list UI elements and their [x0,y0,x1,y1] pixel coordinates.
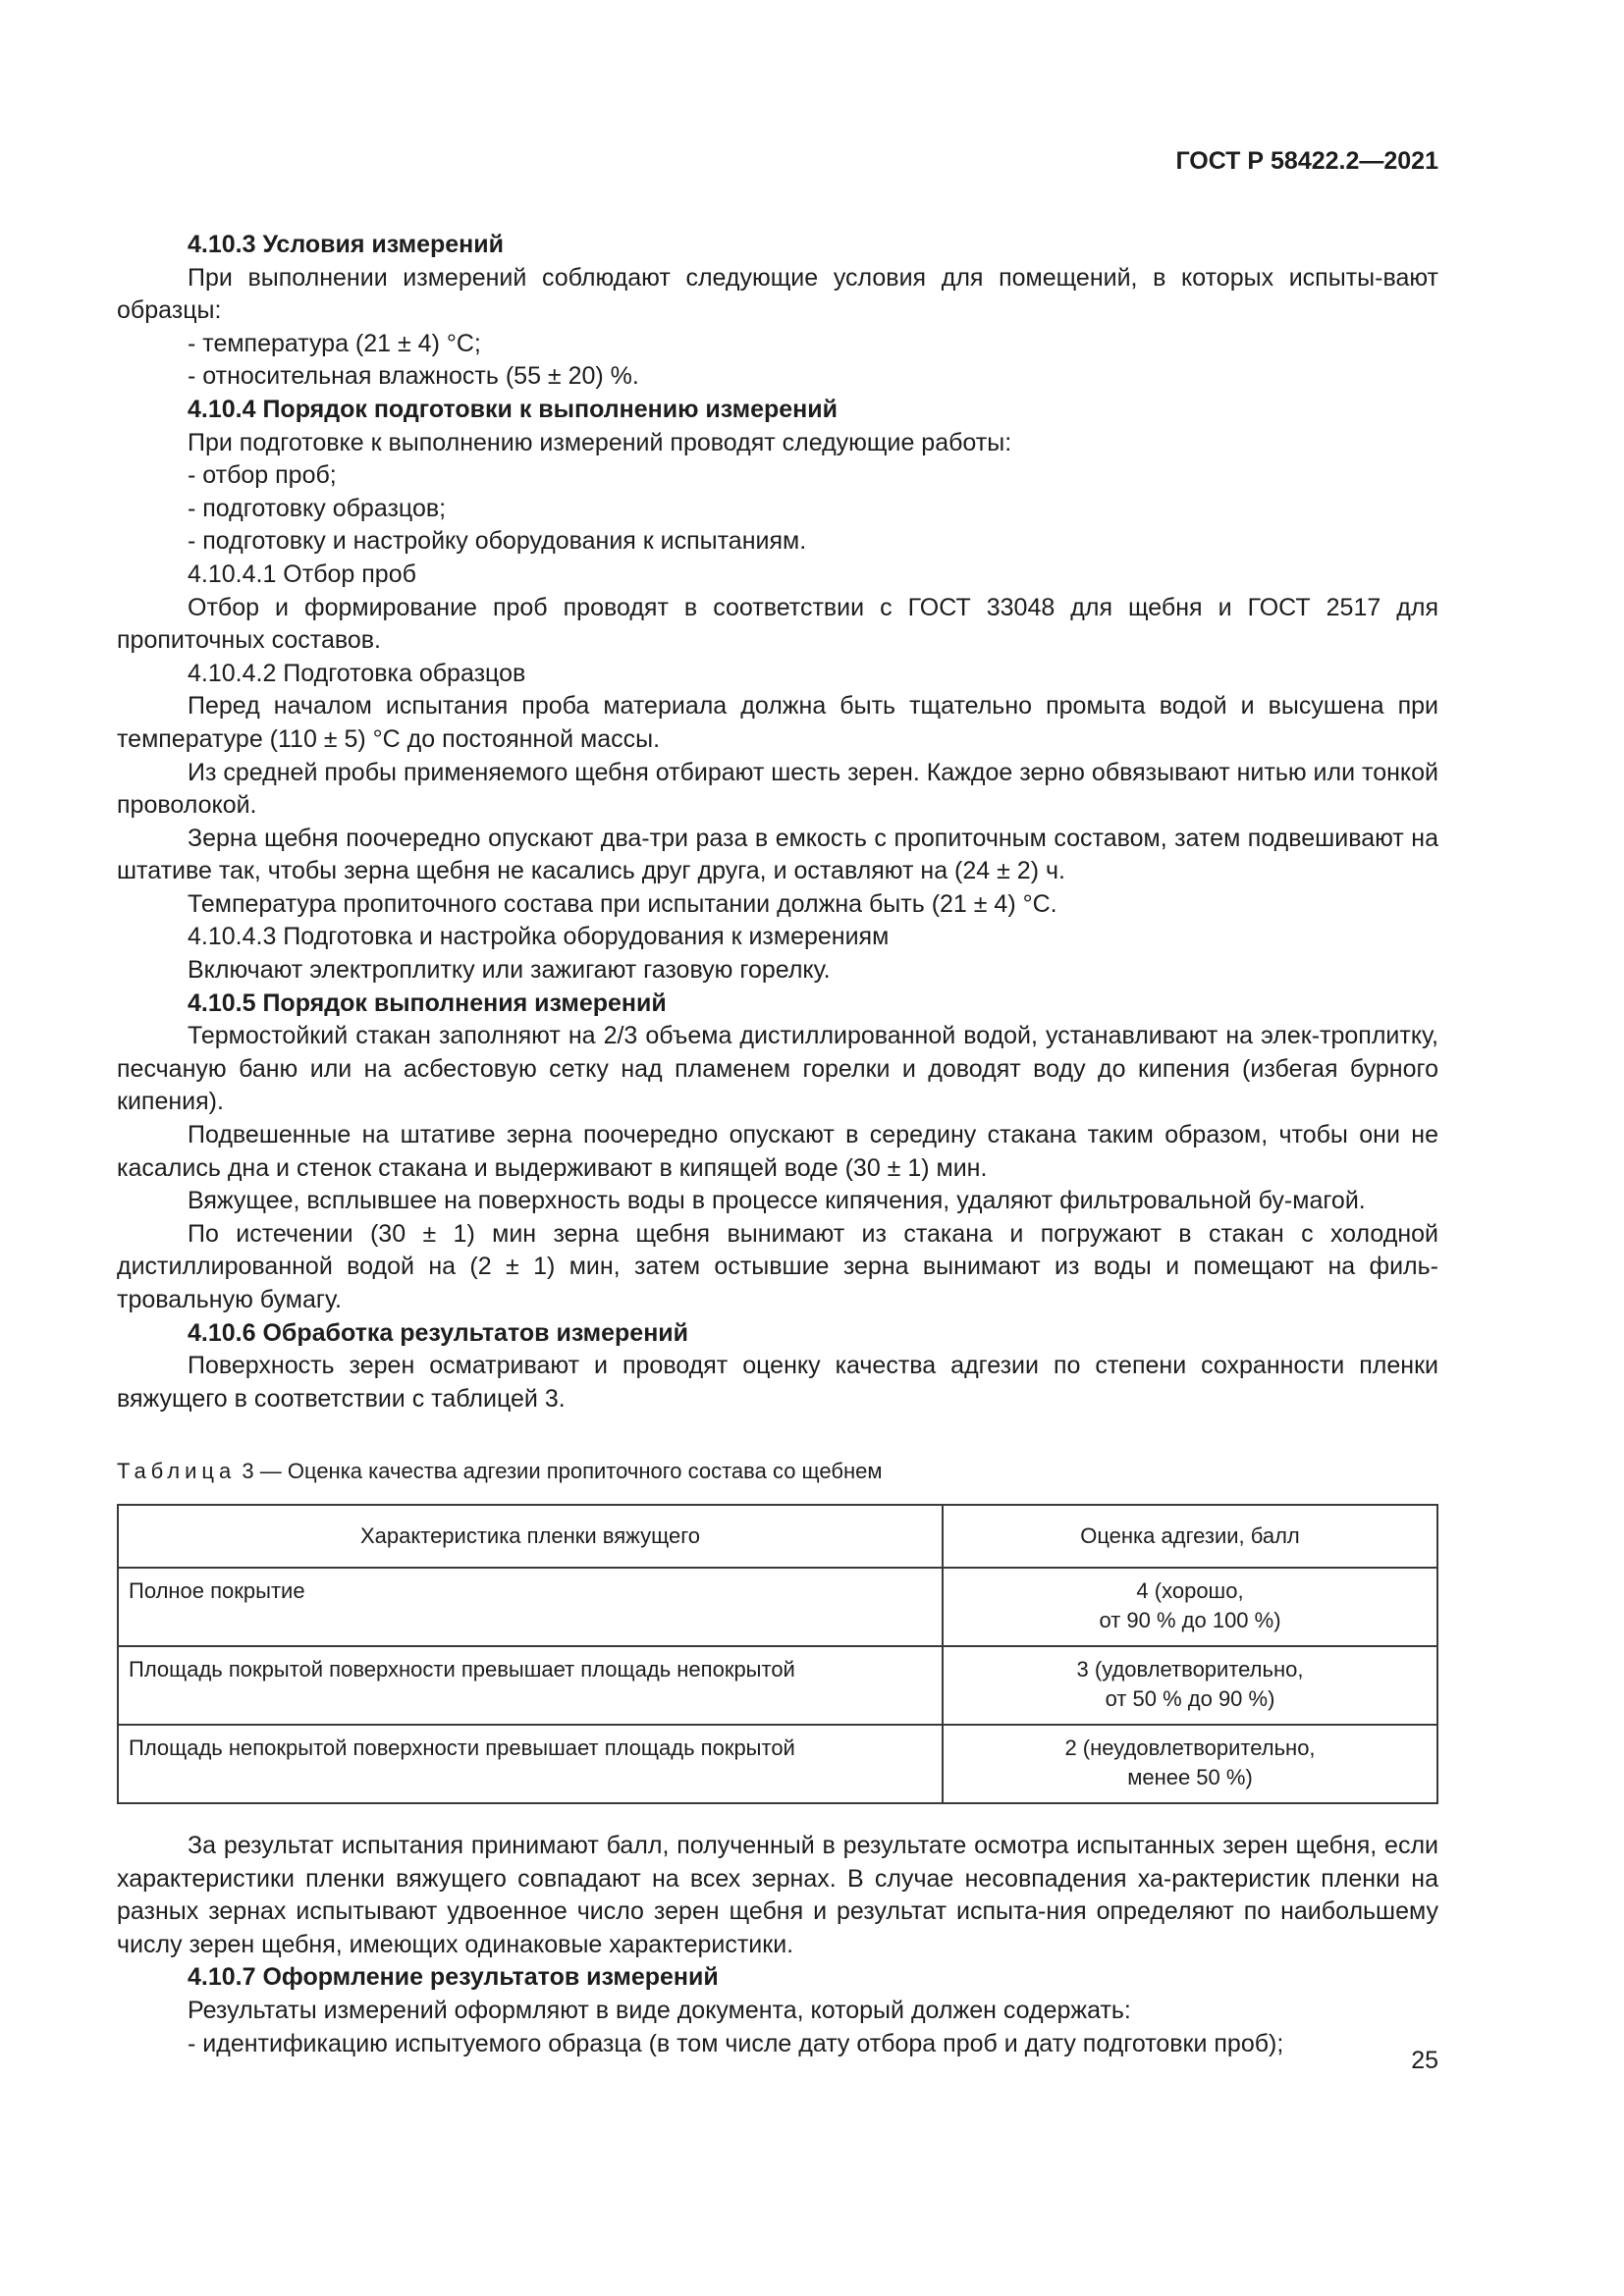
table-header-row [118,1505,1437,1568]
table-cell: Площадь покрытой поверхности превышает площадь непокрытой [118,1646,943,1725]
paragraph: Результаты измерений оформляют в виде документа, который должен содержать: [188,1996,1131,2024]
table-caption-word: Таблица [117,1459,237,1484]
adhesion-table [117,1504,1438,1804]
table-cell [943,1568,1437,1646]
section-heading-4-10-5: 4.10.5 Порядок выполнения измерений [188,988,667,1017]
section-heading-4-10-6: 4.10.6 Обработка результатов измерений [188,1318,689,1347]
list-item: - подготовку образцов; [188,494,447,522]
page-number: 25 [1411,2047,1438,2074]
paragraph: Подвешенные на штативе зерна поочередно опускают в середину стакана таким образом, чтобы они не касались дна и стенок стакана и выдерживают в кипящей воде (30 ± 1) мин. [117,1121,1438,1182]
list-item: - температура (21 ± 4) °C; [188,329,481,357]
score-line: 2 (неудовлетворительно, [1064,1735,1316,1760]
section-heading-4-10-7: 4.10.7 Оформление результатов измерений [188,1963,719,1992]
table-row [118,1725,1437,1803]
paragraph: Из средней пробы применяемого щебня отбирают шесть зерен. Каждое зерно обвязывают нитью или тонкой проволокой. [117,758,1438,820]
subsection-heading: 4.10.4.3 Подготовка и настройка оборудования к измерениям [188,923,890,951]
paragraph: При подготовке к выполнению измерений проводят следующие работы: [188,428,1012,456]
section-heading-4-10-3: 4.10.3 Условия измерений [188,231,505,258]
score-line: 3 (удовлетворительно, [1076,1656,1304,1682]
list-item: - отбор проб; [188,461,337,490]
paragraph: Температура пропиточного состава при испытании должна быть (21 ± 4) °C. [188,889,1057,918]
paragraph: Отбор и формирование проб проводят в соответствии с ГОСТ 33048 для щебня и ГОСТ 2517 для пропиточных составов. [117,593,1438,655]
list-item: - идентификацию испытуемого образца (в том числе дату отбора проб и дату подготовки проб); [188,2029,1284,2057]
score-line: 4 (хорошо, [1136,1577,1244,1603]
paragraph: Поверхность зерен осматривают и проводят оценку качества адгезии по степени сохранности пленки вяжущего в соответствии с таблицей 3. [117,1352,1438,1413]
table-cell: Полное покрытие [118,1568,943,1646]
table-cell: Площадь непокрытой поверхности превышает площадь покрытой [118,1725,943,1803]
score-range: от 50 % до 90 %) [1105,1685,1275,1711]
table-cell [943,1646,1437,1725]
list-item: - относительная влажность (55 ± 20) %. [188,362,639,391]
table-caption [117,1455,1438,1488]
table-cell [943,1725,1437,1803]
paragraph: Включают электроплитку или зажигают газовую горелку. [188,956,831,985]
list-item: - подготовку и настройку оборудования к испытаниям. [188,527,807,556]
paragraph: Термостойкий стакан заполняют на 2/3 объема дистиллированной водой, устанавливают на элек-троплитку, песчаную баню или на асбестовую сетку над пламенем горелки и доводят воду до кипения (избегая бурного кипения). [117,1022,1438,1116]
table-row [118,1568,1437,1646]
score-range: от 90 % до 100 %) [1099,1607,1281,1632]
paragraph: Вяжущее, всплывшее на поверхность воды в процессе кипячения, удаляют фильтровальной бу-магой. [188,1187,1366,1215]
section-heading-4-10-4: 4.10.4 Порядок подготовки к выполнению измерений [188,395,838,423]
subsection-heading: 4.10.4.2 Подготовка образцов [188,659,526,687]
table-caption-text: 3 — Оценка качества адгезии пропиточного состава со щебнем [242,1459,883,1484]
paragraph: За результат испытания принимают балл, полученный в результате осмотра испытанных зерен щебня, если характеристики пленки вяжущего совпадают на всех зернах. В случае несовпадения ха-рактеристик пленки на разных зернах испытывают удвоенное число зерен щебня и результат испыта-ния определяют по наибольшему числу зерен щебня, имеющих одинаковые характеристики. [117,1831,1438,1958]
score-range: менее 50 %) [1127,1764,1253,1789]
paragraph: Зерна щебня поочередно опускают два-три раза в емкость с пропиточным составом, затем подвешивают на штативе так, чтобы зерна щебня не касались друг друга, и оставляют на (24 ± 2) ч. [117,824,1438,885]
table-header-cell: Оценка адгезии, балл [943,1505,1437,1568]
paragraph: При выполнении измерений соблюдают следующие условия для помещений, в которых испыты-вают образцы: [117,263,1438,325]
paragraph: По истечении (30 ± 1) мин зерна щебня вынимают из стакана и погружают в стакан с холодной дистиллированной водой на (2 ± 1) мин, затем остывшие зерна вынимают из воды и помещают на филь-тровальную бумагу. [117,1219,1438,1313]
document-header: ГОСТ Р 58422.2—2021 [1175,147,1438,175]
subsection-heading: 4.10.4.1 Отбор проб [188,560,416,588]
document-body [117,147,1438,2060]
table-header-cell: Характеристика пленки вяжущего [118,1505,943,1568]
paragraph: Перед началом испытания проба материала должна быть тщательно промыта водой и высушена при температуре (110 ± 5) °C до постоянной массы. [117,692,1438,753]
table-row [118,1646,1437,1725]
